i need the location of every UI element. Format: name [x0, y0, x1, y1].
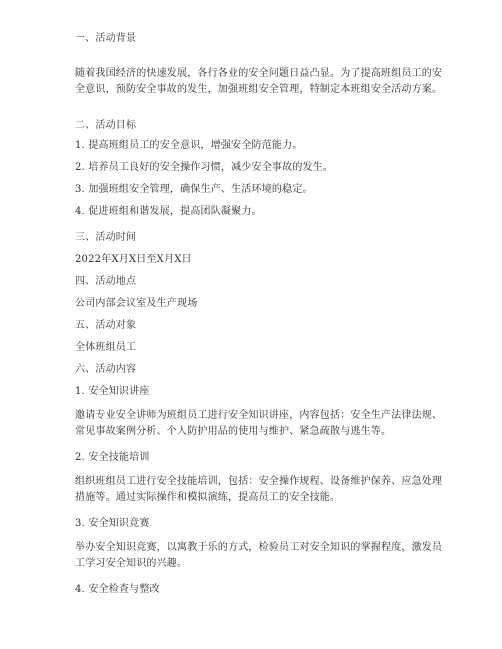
heading-background: 一、活动背景 — [75, 33, 137, 44]
content-sub3-line-1: 举办安全知识竞赛，以寓教于乐的方式，检验员工对安全知识的掌握程度，激发员 — [75, 542, 443, 553]
heading-goals: 二、活动目标 — [75, 120, 137, 131]
content-sub1-line-2: 常见事故案例分析、个人防护用品的使用与维护、紧急疏散与逃生等。 — [75, 426, 392, 437]
heading-audience: 五、活动对象 — [75, 320, 137, 331]
content-sub2-line-2: 措施等。通过实际操作和模拟演练，提高员工的安全技能。 — [75, 492, 341, 503]
goal-item-4: 4. 促进班组和谐发展，提高团队凝聚力。 — [75, 206, 262, 217]
content-sub3-line-2: 工学习安全知识的兴趣。 — [75, 558, 188, 569]
activity-time: 2022年X月X日至X月X日 — [75, 254, 192, 265]
heading-content: 六、活动内容 — [75, 364, 137, 375]
content-sub1-title: 1. 安全知识讲座 — [75, 386, 150, 397]
goal-item-3: 3. 加强班组安全管理，确保生产、生活环境的稳定。 — [75, 184, 313, 195]
background-text-line-2: 全意识，预防安全事故的发生，加强班组安全管理，特制定本班组安全活动方案。 — [75, 84, 443, 95]
goal-item-2: 2. 培养员工良好的安全操作习惯，减少安全事故的发生。 — [75, 162, 334, 173]
activity-audience: 全体班组员工 — [75, 342, 137, 353]
content-sub2-title: 2. 安全技能培训 — [75, 452, 150, 463]
activity-location: 公司内部会议室及生产现场 — [75, 298, 198, 309]
heading-time: 三、活动时间 — [75, 232, 137, 243]
content-sub4-title: 4. 安全检查与整改 — [75, 584, 160, 595]
content-sub3-title: 3. 安全知识竞赛 — [75, 518, 150, 529]
content-sub1-line-1: 邀请专业安全讲师为班组员工进行安全知识讲座，内容包括：安全生产法律法规、 — [75, 410, 443, 421]
background-text-line-1: 随着我国经济的快速发展，各行各业的安全问题日益凸显。为了提高班组员工的安 — [75, 68, 443, 79]
heading-location: 四、活动地点 — [75, 276, 137, 287]
content-sub2-line-1: 组织班组员工进行安全技能培训，包括：安全操作规程、设备维护保养、应急处理 — [75, 476, 443, 487]
goal-item-1: 1. 提高班组员工的安全意识，增强安全防范能力。 — [75, 140, 303, 151]
